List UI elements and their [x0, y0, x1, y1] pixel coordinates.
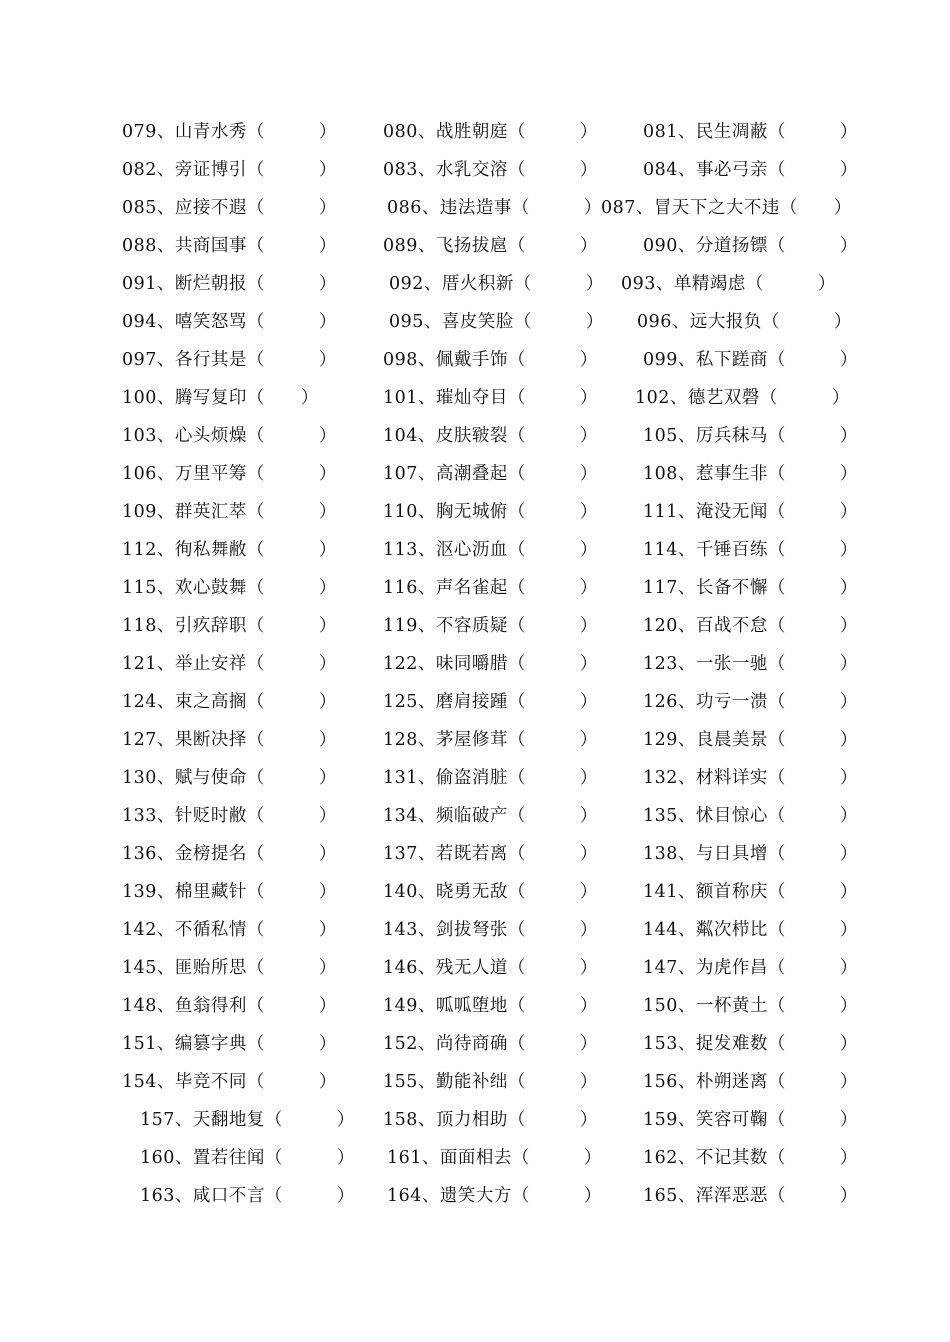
idiom-row [0, 987, 950, 1025]
idiom-row [0, 303, 950, 341]
idiom-item: 092、厝火积新（ ） [389, 274, 604, 294]
idiom-row [0, 265, 950, 303]
idiom-item: 138、与日具增（ ） [643, 844, 858, 864]
idiom-item: 136、金榜提名（ ） [122, 844, 337, 864]
idiom-row [0, 873, 950, 911]
idiom-item: 153、捉发难数（ ） [643, 1034, 858, 1054]
idiom-item: 083、水乳交溶（ ） [383, 160, 598, 180]
idiom-row [0, 683, 950, 721]
idiom-item: 095、喜皮笑脸（ ） [389, 312, 604, 332]
idiom-item: 090、分道扬镖（ ） [643, 236, 858, 256]
idiom-item: 148、鱼翁得利（ ） [122, 996, 337, 1016]
idiom-item: 114、千锤百练（ ） [643, 540, 858, 560]
idiom-item: 104、皮肤皲裂（ ） [383, 426, 598, 446]
idiom-row [0, 1177, 950, 1215]
idiom-item: 133、针贬时敝（ ） [122, 806, 337, 826]
idiom-row [0, 949, 950, 987]
idiom-item: 122、味同嚼腊（ ） [383, 654, 598, 674]
idiom-item: 149、呱呱堕地（ ） [383, 996, 598, 1016]
idiom-item: 101、璀灿夺目（ ） [383, 388, 598, 408]
idiom-item: 115、欢心鼓舞（ ） [122, 578, 337, 598]
idiom-item: 137、若既若离（ ） [383, 844, 598, 864]
idiom-item: 099、私下蹉商（ ） [643, 350, 858, 370]
idiom-item: 142、不循私情（ ） [122, 920, 337, 940]
idiom-item: 116、声名雀起（ ） [383, 578, 598, 598]
idiom-item: 163、咸口不言（ ） [140, 1186, 355, 1206]
idiom-item: 152、尚待商确（ ） [383, 1034, 598, 1054]
idiom-row [0, 911, 950, 949]
idiom-item: 161、面面相去（ ） [387, 1148, 602, 1168]
idiom-row [0, 721, 950, 759]
idiom-row [0, 569, 950, 607]
idiom-item: 100、腾写复印（ ） [122, 388, 319, 408]
idiom-item: 108、惹事生非（ ） [643, 464, 858, 484]
idiom-item: 109、群英汇萃（ ） [122, 502, 337, 522]
idiom-row [0, 835, 950, 873]
idiom-item: 119、不容质疑（ ） [383, 616, 598, 636]
idiom-item: 120、百战不怠（ ） [643, 616, 858, 636]
idiom-item: 097、各行其是（ ） [122, 350, 337, 370]
idiom-item: 165、浑浑恶恶（ ） [643, 1186, 858, 1206]
idiom-item: 130、赋与使命（ ） [122, 768, 337, 788]
idiom-item: 091、断烂朝报（ ） [122, 274, 337, 294]
idiom-item: 139、棉里藏针（ ） [122, 882, 337, 902]
idiom-item: 084、事必弓亲（ ） [643, 160, 858, 180]
idiom-item: 113、沤心沥血（ ） [383, 540, 598, 560]
idiom-item: 156、朴朔迷离（ ） [643, 1072, 858, 1092]
idiom-item: 124、束之高搁（ ） [122, 692, 337, 712]
idiom-item: 112、徇私舞敝（ ） [122, 540, 337, 560]
idiom-row [0, 645, 950, 683]
idiom-item: 125、磨肩接踵（ ） [383, 692, 598, 712]
idiom-item: 145、匪贻所思（ ） [122, 958, 337, 978]
idiom-item: 132、材料详实（ ） [643, 768, 858, 788]
idiom-row [0, 1101, 950, 1139]
idiom-row [0, 379, 950, 417]
idiom-item: 158、顶力相助（ ） [383, 1110, 598, 1130]
idiom-item: 081、民生凋蔽（ ） [643, 122, 858, 142]
idiom-item: 118、引疚辞职（ ） [122, 616, 337, 636]
idiom-item: 141、额首称庆（ ） [643, 882, 858, 902]
idiom-item: 157、天翻地复（ ） [140, 1110, 355, 1130]
idiom-item: 162、不记其数（ ） [643, 1148, 858, 1168]
idiom-item: 105、厉兵秣马（ ） [643, 426, 858, 446]
idiom-item: 102、德艺双磬（ ） [635, 388, 850, 408]
idiom-row [0, 1025, 950, 1063]
idiom-row [0, 1139, 950, 1177]
idiom-row [0, 1063, 950, 1101]
idiom-item: 096、远大报负（ ） [637, 312, 852, 332]
idiom-row [0, 759, 950, 797]
idiom-item: 150、一杯黄土（ ） [643, 996, 858, 1016]
idiom-row [0, 341, 950, 379]
idiom-item: 140、晓勇无敌（ ） [383, 882, 598, 902]
idiom-item: 160、置若往闻（ ） [140, 1148, 355, 1168]
idiom-list [0, 113, 950, 1215]
idiom-item: 128、茅屋修茸（ ） [383, 730, 598, 750]
idiom-item: 085、应接不遐（ ） [122, 198, 337, 218]
idiom-item: 129、良晨美景（ ） [643, 730, 858, 750]
idiom-item: 088、共商国事（ ） [122, 236, 337, 256]
idiom-item: 147、为虎作昌（ ） [643, 958, 858, 978]
idiom-item: 079、山青水秀（ ） [122, 122, 337, 142]
idiom-row [0, 455, 950, 493]
idiom-item: 144、粼次栉比（ ） [643, 920, 858, 940]
idiom-row [0, 531, 950, 569]
idiom-item: 159、笑容可鞠（ ） [643, 1110, 858, 1130]
idiom-item: 121、举止安祥（ ） [122, 654, 337, 674]
idiom-item: 117、长备不懈（ ） [643, 578, 858, 598]
idiom-item: 087、冒天下之大不违（ ） [601, 198, 852, 218]
idiom-item: 131、偷盗消脏（ ） [383, 768, 598, 788]
idiom-item: 135、怵目惊心（ ） [643, 806, 858, 826]
idiom-item: 146、残无人道（ ） [383, 958, 598, 978]
idiom-item: 082、旁证博引（ ） [122, 160, 337, 180]
idiom-row [0, 189, 950, 227]
idiom-item: 126、功亏一溃（ ） [643, 692, 858, 712]
idiom-item: 107、高潮叠起（ ） [383, 464, 598, 484]
idiom-row [0, 227, 950, 265]
idiom-row [0, 113, 950, 151]
idiom-row [0, 607, 950, 645]
idiom-row [0, 493, 950, 531]
idiom-item: 151、编篡字典（ ） [122, 1034, 337, 1054]
idiom-item: 098、佩戴手饰（ ） [383, 350, 598, 370]
idiom-row [0, 151, 950, 189]
idiom-item: 134、频临破产（ ） [383, 806, 598, 826]
idiom-item: 094、嘻笑怒骂（ ） [122, 312, 337, 332]
idiom-item: 127、果断决择（ ） [122, 730, 337, 750]
idiom-item: 155、勤能补绌（ ） [383, 1072, 598, 1092]
idiom-item: 123、一张一驰（ ） [643, 654, 858, 674]
idiom-item: 086、违法造事（ ） [387, 198, 602, 218]
idiom-item: 106、万里平筹（ ） [122, 464, 337, 484]
idiom-item: 164、遗笑大方（ ） [387, 1186, 602, 1206]
idiom-item: 111、淹没无闻（ ） [643, 502, 858, 522]
idiom-row [0, 417, 950, 455]
idiom-item: 154、毕竞不同（ ） [122, 1072, 337, 1092]
idiom-item: 143、剑拔弩张（ ） [383, 920, 598, 940]
idiom-item: 080、战胜朝庭（ ） [383, 122, 598, 142]
idiom-item: 093、单精竭虑（ ） [621, 274, 836, 294]
idiom-item: 103、心头烦燥（ ） [122, 426, 337, 446]
idiom-item: 110、胸无城俯（ ） [383, 502, 598, 522]
idiom-row [0, 797, 950, 835]
idiom-item: 089、飞扬拔扈（ ） [383, 236, 598, 256]
